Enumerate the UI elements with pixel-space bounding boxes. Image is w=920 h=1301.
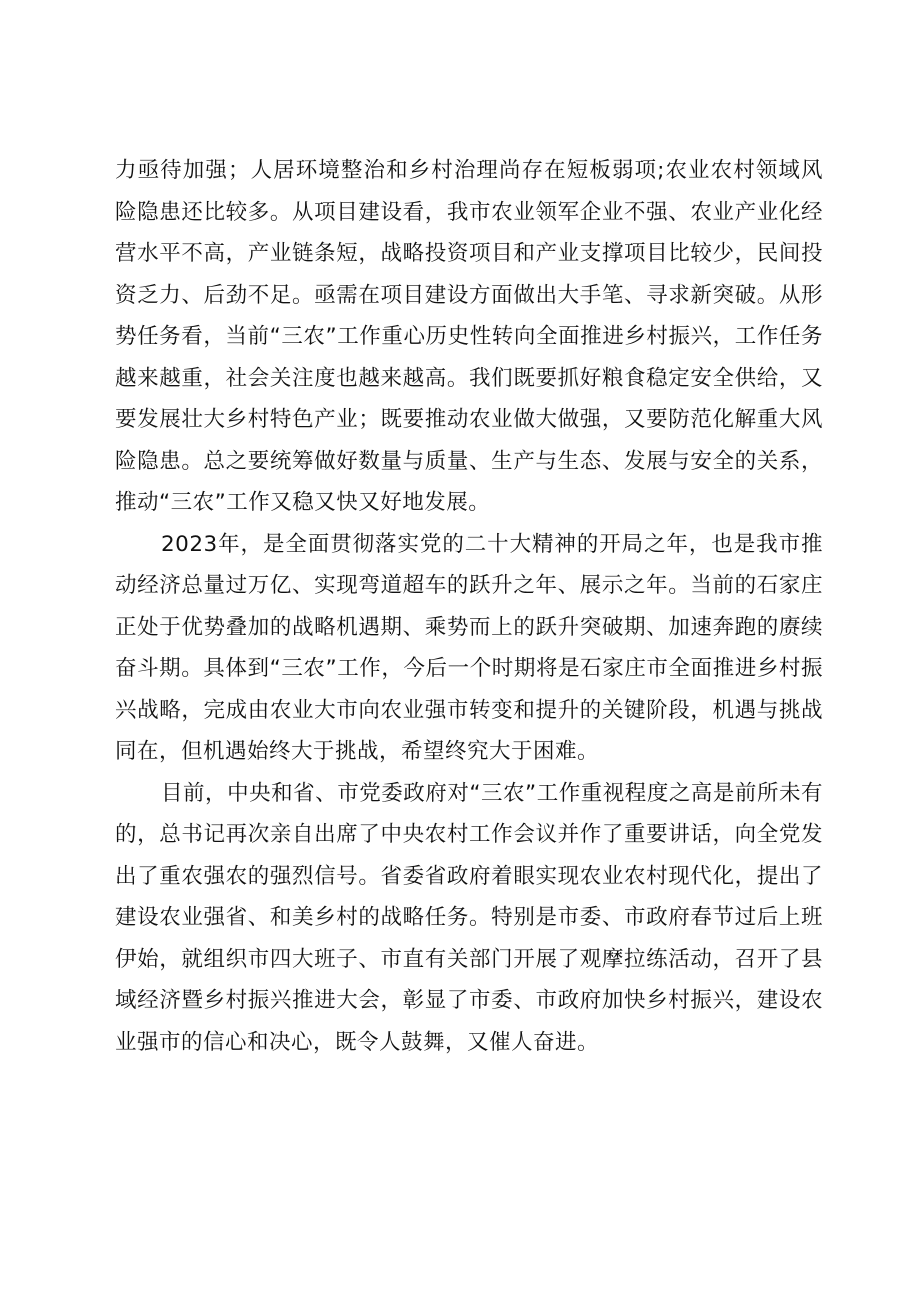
paragraph-2: 2023年，是全面贯彻落实党的二十大精神的开局之年，也是我市推动经济总量过万亿、实现弯道超车的跃升之年、展示之年。当前的石家庄正处于优势叠加的战略机遇期、乘势而上的跃升突破期、加速奔跑的赓续奋斗期。具体到“三农”工作，今后一个时期将是石家庄市全面推进乡村振兴战略，完成由农业大市向农业强市转变和提升的关键阶段，机遇与挑战同在，但机遇始终大于挑战，希望终究大于困难。	[115, 531, 823, 764]
paragraph-3: 目前，中央和省、市党委政府对“三农”工作重视程度之高是前所未有的，总书记再次亲自出席了中央农村工作会议并作了重要讲话，向全党发出了重农强农的强烈信号。省委省政府着眼实现农业农村现代化，提出了建设农业强省、和美乡村的战略任务。特别是市委、市政府春节过后上班伊始，就组织市四大班子、市直有关部门开展了观摩拉练活动，召开了县域经济暨乡村振兴推进大会，彰显了市委、市政府加快乡村振兴，建设农业强市的信心和决心，既令人鼓舞，又催人奋进。	[115, 780, 823, 1055]
document-page	[115, 150, 823, 1063]
paragraph-1: 力亟待加强；人居环境整治和乡村治理尚存在短板弱项;农业农村领域风险隐患还比较多。从项目建设看，我市农业领军企业不强、农业产业化经营水平不高，产业链条短，战略投资项目和产业支撑项目比较少，民间投资乏力、后劲不足。亟需在项目建设方面做出大手笔、寻求新突破。从形势任务看，当前“三农”工作重心历史性转向全面推进乡村振兴，工作任务越来越重，社会关注度也越来越高。我们既要抓好粮食稳定安全供给，又要发展壮大乡村特色产业；既要推动农业做大做强，又要防范化解重大风险隐患。总之要统筹做好数量与质量、生产与生态、发展与安全的关系，推动“三农”工作又稳又快又好地发展。	[115, 158, 823, 515]
